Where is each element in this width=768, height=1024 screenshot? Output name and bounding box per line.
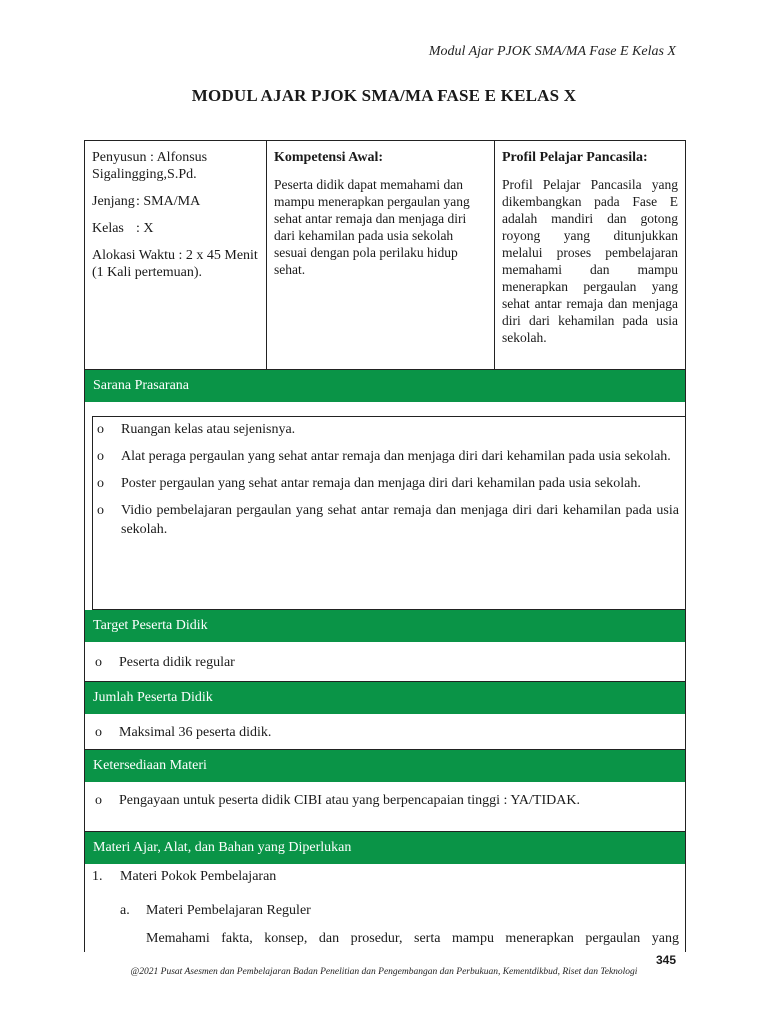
materi-item-1 (92, 867, 679, 886)
page-title: MODUL AJAR PJOK SMA/MA FASE E KELAS X (191, 86, 577, 105)
materi-sub-item (120, 901, 679, 920)
list-item (95, 723, 678, 742)
kelas-value: : X (136, 221, 154, 236)
ketersediaan-row (85, 782, 685, 832)
info-grid (85, 141, 685, 370)
jenjang-label: Jenjang (92, 194, 135, 209)
bullet-marker: o (95, 725, 102, 740)
profil-text: Profil Pelajar Pancasila yang dikembangkan pada Fase E adalah mandiri dan gotong royong yang ditunjukkan melalui proses pembelajaran memahami dan mampu menerapkan pergaulan yang sehat antar remaja dan menjaga diri dari kehamilan pada usia sekolah. (502, 177, 678, 345)
list-item-text: Poster pergaulan yang sehat antar remaja dan menjaga diri dari kehamilan pada usia sekolah. (121, 476, 641, 491)
list-item (97, 447, 679, 466)
list-item (95, 653, 678, 672)
bullet-marker: o (97, 449, 104, 464)
profil-cell (495, 141, 685, 369)
list-item-text: Maksimal 36 peserta didik. (119, 725, 272, 740)
materi-heading: Materi Ajar, Alat, dan Bahan yang Diperlukan (85, 832, 685, 864)
kompetensi-text: Peserta didik dapat memahami dan mampu menerapkan pergaulan yang sehat antar remaja dan menjaga diri dari kehamilan pada usia sekolah sesuai dengan pola perilaku hidup sehat. (274, 177, 470, 277)
identity-cell (85, 141, 267, 369)
list-item-text: Pengayaan untuk peserta didik CIBI atau yang berpencapaian tinggi : YA/TIDAK. (119, 793, 580, 808)
profil-heading: Profil Pelajar Pancasila: (502, 150, 648, 165)
bullet-marker: o (95, 793, 102, 808)
bullet-marker: o (97, 476, 104, 491)
copyright-footer: @2021 Pusat Asesmen dan Pembelajaran Badan Penelitian dan Pengembangan dan Perbukuan, Kementdikbud, Riset dan Teknologi (130, 967, 638, 977)
list-item-text: Vidio pembelajaran pergaulan yang sehat antar remaja dan menjaga diri dari kehamilan pada usia sekolah. (121, 503, 679, 537)
item-text: Materi Pokok Pembelajaran (120, 869, 277, 884)
bullet-marker: o (95, 655, 102, 670)
module-table (84, 140, 686, 952)
bullet-marker: o (97, 503, 104, 518)
ketersediaan-heading: Ketersediaan Materi (85, 750, 685, 782)
list-item-text: Peserta didik regular (119, 655, 235, 670)
spacer (85, 402, 685, 416)
sarana-list (92, 416, 685, 610)
jumlah-row (85, 714, 685, 750)
jenjang-value: : SMA/MA (136, 194, 201, 209)
list-item (95, 791, 678, 810)
running-header: Modul Ajar PJOK SMA/MA Fase E Kelas X (428, 44, 676, 59)
list-item (97, 420, 679, 439)
list-item (97, 474, 679, 493)
target-heading: Target Peserta Didik (85, 610, 685, 642)
item-number: 1. (92, 869, 103, 884)
jumlah-heading: Jumlah Peserta Didik (85, 682, 685, 714)
kompetensi-cell (267, 141, 495, 369)
bullet-marker: o (97, 422, 104, 437)
kelas-row (92, 220, 259, 237)
target-row (85, 642, 685, 682)
sarana-heading: Sarana Prasarana (85, 370, 685, 402)
alokasi-text: Alokasi Waktu : 2 x 45 Menit (1 Kali pertemuan). (92, 248, 258, 280)
item-text: Materi Pembelajaran Reguler (146, 903, 311, 918)
penyusun-text: Penyusun : Alfonsus Sigalingging,S.Pd. (92, 150, 208, 182)
kompetensi-heading: Kompetensi Awal: (274, 150, 384, 165)
kelas-label: Kelas (92, 221, 124, 236)
jenjang-row (92, 193, 259, 210)
page-number: 345 (655, 953, 676, 967)
materi-content (85, 864, 685, 948)
list-item-text: Ruangan kelas atau sejenisnya. (121, 422, 296, 437)
list-item (97, 501, 679, 539)
list-item-text: Alat peraga pergaulan yang sehat antar remaja dan menjaga diri dari kehamilan pada usia sekolah. (121, 449, 671, 464)
item-number: a. (120, 903, 130, 918)
materi-paragraph: Memahami fakta, konsep, dan prosedur, serta mampu menerapkan pergaulan yang (146, 931, 679, 946)
